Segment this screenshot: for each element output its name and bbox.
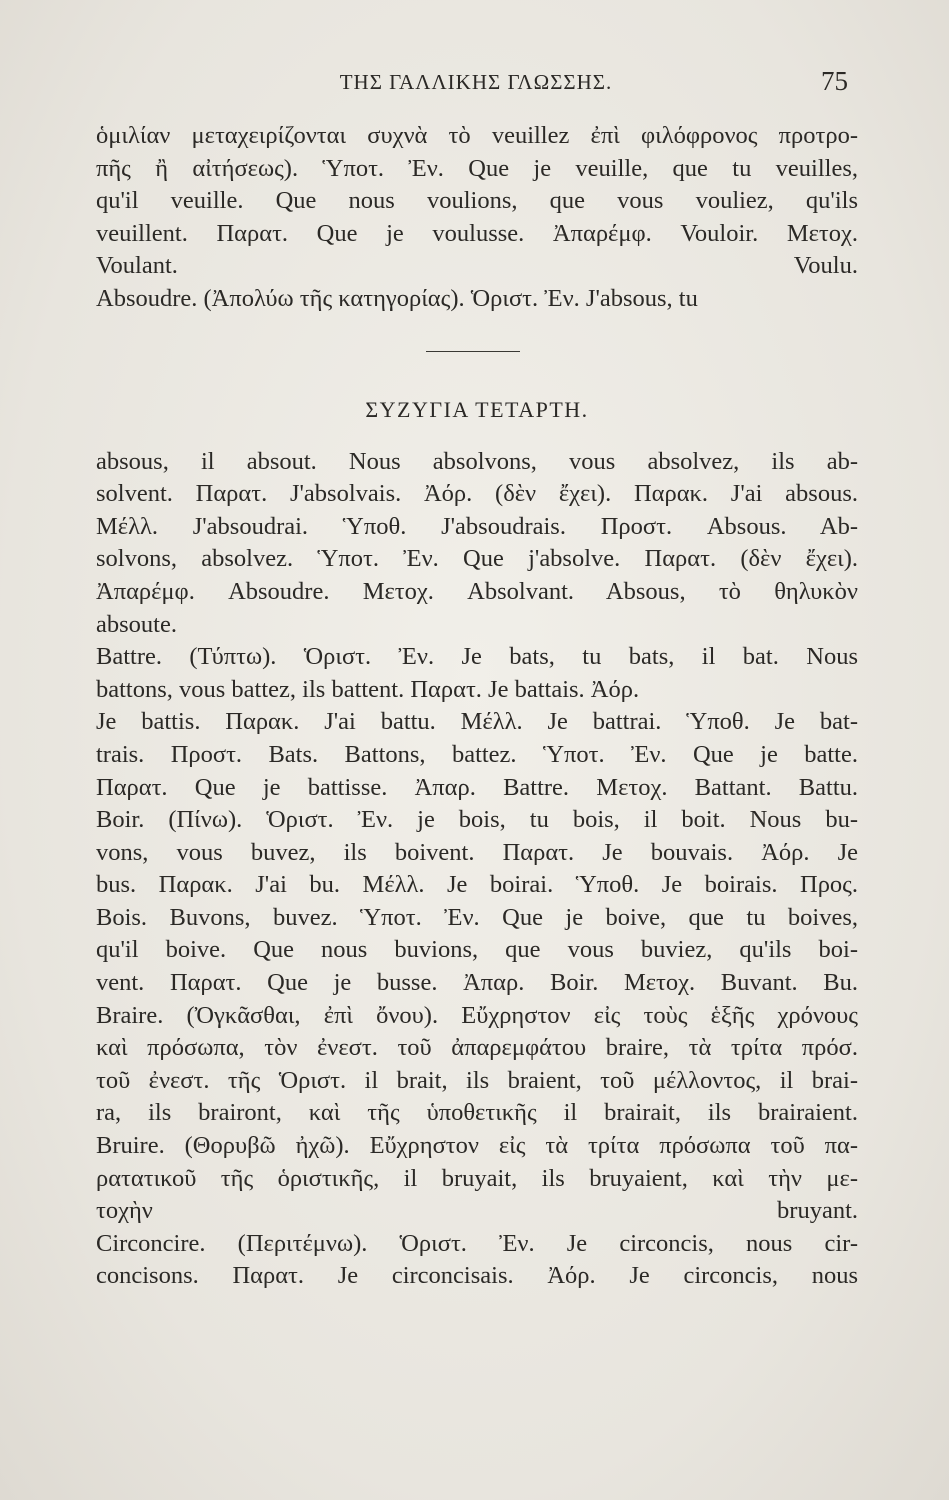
text-line: bus. Παρακ. J'ai bu. Μέλλ. Je boirai. Ὑποθ. Je boirais. Προς.	[96, 871, 858, 899]
text-line: battons, vous battez, ils battent. Παρατ. Je battais. Ἀόρ.	[96, 675, 640, 703]
text-line: solvent. Παρατ. J'absolvais. Ἀόρ. (δὲν ἔχει). Παρακ. J'ai absous.	[96, 480, 858, 508]
text-line: Μέλλ. J'absoudrai. Ὑποθ. J'absoudrais. Προστ. Absous. Ab-	[96, 512, 858, 540]
text-line: τοχὴν bruyant.	[96, 1197, 858, 1225]
text-line: ra, ils brairont, καὶ τῆς ὑποθετικῆς il brairait, ils brairaient.	[96, 1099, 858, 1127]
text-line: Je battis. Παρακ. J'ai battu. Μέλλ. Je battrai. Ὑποθ. Je bat-	[96, 708, 858, 736]
text-line: Voulant. Voulu.	[96, 252, 858, 280]
text-line: Absoudre. (Ἀπολύω τῆς κατηγορίας). Ὁριστ. Ἐν. J'absous, tu	[96, 284, 698, 312]
text-line: vons, vous buvez, ils boivent. Παρατ. Je bouvais. Ἀόρ. Je	[96, 838, 858, 866]
page-header	[96, 66, 856, 106]
text-line: Παρατ. Que je battisse. Ἀπαρ. Battre. Μετοχ. Battant. Battu.	[96, 773, 858, 801]
text-line: Boir. (Πίνω). Ὁριστ. Ἐν. je bois, tu bois, il boit. Nous bu-	[96, 806, 858, 834]
text-line: qu'il boive. Que nous buvions, que vous buviez, qu'ils boi-	[96, 936, 858, 964]
text-line: πῆς ἢ αἰτήσεως). Ὑποτ. Ἐν. Que je veuille, que tu veuilles,	[96, 154, 858, 182]
text-line: solvons, absolvez. Ὑποτ. Ἐν. Que j'absolve. Παρατ. (δὲν ἔχει).	[96, 545, 858, 573]
text-line: καὶ πρόσωπα, τὸν ἐνεστ. τοῦ ἀπαρεμφάτου braire, τὰ τρίτα πρόσ.	[96, 1034, 858, 1062]
text-line: Circoncire. (Περιτέμνω). Ὁριστ. Ἐν. Je circoncis, nous cir-	[96, 1229, 858, 1257]
text-line: absoute.	[96, 610, 177, 638]
text-line: ὁμιλίαν μεταχειρίζονται συχνὰ τὸ veuillez ἐπὶ φιλόφρονος προτρο-	[96, 122, 858, 149]
section-heading: ΣΥΖΥΓΙΑ ΤΕΤΑΡΤΗ.	[365, 396, 589, 422]
text-line: qu'il veuille. Que nous voulions, que vous vouliez, qu'ils	[96, 187, 858, 215]
section-divider	[96, 316, 858, 378]
text-line: vent. Παρατ. Que je busse. Ἀπαρ. Boir. Μετοχ. Buvant. Bu.	[96, 969, 858, 997]
text-line: τοῦ ἐνεστ. τῆς Ὁριστ. il brait, ils braient, τοῦ μέλλοντος, il brai-	[96, 1066, 858, 1094]
text-line: concisons. Παρατ. Je circoncisais. Ἀόρ. Je circoncis, nous	[96, 1262, 858, 1290]
divider-rule	[426, 351, 520, 352]
text-line: Bruire. (Θορυβῶ ἠχῶ). Εὔχρηστον εἰς τὰ τρίτα πρόσωπα τοῦ πα-	[96, 1132, 858, 1160]
text-line: Bois. Buvons, buvez. Ὑποτ. Ἐν. Que je boive, que tu boives,	[96, 903, 858, 931]
text-line: veuillent. Παρατ. Que je voulusse. Ἀπαρέμφ. Vouloir. Μετοχ.	[96, 219, 858, 247]
page-number: 75	[821, 66, 848, 96]
text-line: Battre. (Τύπτω). Ὁριστ. Ἐν. Je bats, tu bats, il bat. Nous	[96, 643, 858, 671]
text-line: Ἀπαρέμφ. Absoudre. Μετοχ. Absolvant. Absous, τὸ θηλυκὸν	[96, 577, 858, 605]
text-line: ρατατικοῦ τῆς ὁριστικῆς, il bruyait, ils bruyaient, καὶ τὴν με-	[96, 1164, 858, 1192]
text-line: trais. Προστ. Bats. Battons, battez. Ὑποτ. Ἐν. Que je batte.	[96, 740, 858, 768]
text-line: Braire. (Ὀγκᾶσθαι, ἐπὶ ὄνου). Εὔχρηστον εἰς τοὺς ἑξῆς χρόνους	[96, 1001, 858, 1029]
text-line: absous, il absout. Nous absolvons, vous absolvez, ils ab-	[96, 447, 858, 475]
running-title: ΤΗΣ ΓΑΛΛΙΚΗΣ ΓΛΩΣΣΗΣ.	[339, 70, 613, 94]
body-text	[96, 120, 858, 1293]
